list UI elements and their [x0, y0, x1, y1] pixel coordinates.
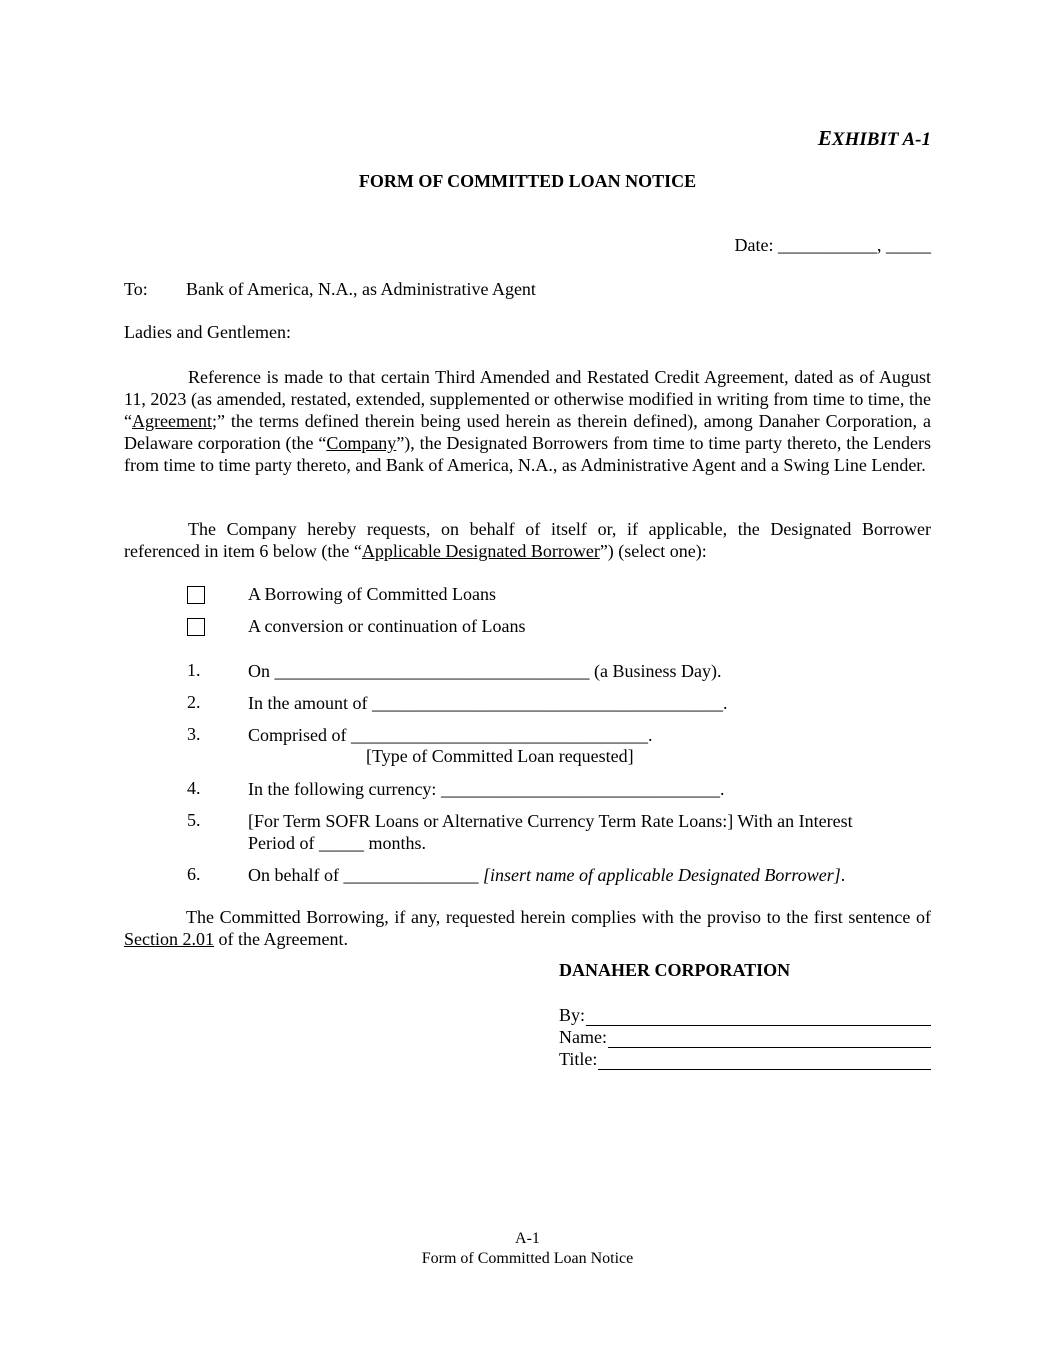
to-label: To: — [124, 279, 148, 299]
on-behalf-end: . — [840, 865, 846, 885]
p1-text-1: Reference is made to that certain Third Amended and Restated Credit Agreement, dated as of August 11, 2023 (as amended, restated, extended, supplemented or otherwise modified in writing from time to time, the “ — [124, 367, 931, 431]
item-number: 3. — [187, 724, 201, 744]
name-signature-line[interactable] — [608, 1030, 931, 1048]
defined-term-agreement: Agreement — [132, 411, 212, 431]
footer-label: Form of Committed Loan Notice — [421, 1250, 634, 1267]
item-number: 6. — [187, 864, 201, 884]
reference-paragraph — [124, 366, 931, 476]
addressee: Bank of America, N.A., as Administrative Agent — [186, 279, 536, 299]
signatory-company: DANAHER CORPORATION — [559, 960, 791, 980]
signature-by — [559, 1004, 931, 1026]
item-number: 4. — [187, 778, 201, 798]
name-label: Name: — [559, 1027, 607, 1047]
salutation: Ladies and Gentlemen: — [124, 322, 291, 342]
loan-type-caption: [Type of Committed Loan requested] — [366, 746, 634, 766]
item-number: 2. — [187, 692, 201, 712]
date-line: Date: ___________, _____ — [734, 235, 931, 255]
on-behalf-text: On behalf of _______________ — [248, 865, 483, 885]
by-label: By: — [559, 1005, 586, 1025]
signature-title — [559, 1048, 931, 1070]
exhibit-label — [818, 126, 931, 151]
request-paragraph — [124, 518, 931, 562]
item-on-behalf — [248, 864, 845, 886]
p1-text-3: ”), the Designated Borrowers from time to time party thereto, the Lenders from time to time party thereto, and Bank of America, N.A., as Administrative Agent and a Swing Line Lender. — [124, 433, 931, 475]
exhibit-initial: E — [817, 126, 832, 150]
item-amount: In the amount of _______________________________________. — [248, 693, 728, 713]
p3-text-2: of the Agreement. — [214, 929, 348, 949]
p2-text-2: ”) (select one): — [599, 541, 707, 561]
title-signature-line[interactable] — [598, 1052, 931, 1070]
signature-name — [559, 1026, 931, 1048]
title-label: Title: — [559, 1049, 598, 1069]
p2-text-1: The Company hereby requests, on behalf of itself or, if applicable, the Designated Borrower referenced in item 6 below (the “ — [124, 519, 931, 561]
p3-text-1: The Committed Borrowing, if any, requested herein complies with the proviso to the first sentence of — [186, 907, 931, 927]
defined-term-company: Company — [326, 433, 397, 453]
borrowing-checkbox[interactable] — [187, 586, 205, 604]
compliance-paragraph — [124, 906, 931, 950]
item-date: On ___________________________________ (a Business Day). — [248, 661, 722, 681]
document-title: FORM OF COMMITTED LOAN NOTICE — [358, 171, 697, 191]
item-number: 5. — [187, 810, 201, 830]
defined-term-designated-borrower: Applicable Designated Borrower — [361, 541, 600, 561]
exhibit-rest: XHIBIT A-1 — [831, 129, 931, 150]
borrowing-option-label: A Borrowing of Committed Loans — [248, 584, 496, 604]
by-signature-line[interactable] — [586, 1008, 931, 1026]
section-reference: Section 2.01 — [124, 929, 214, 949]
item-loan-type: Comprised of _________________________________. — [248, 725, 653, 745]
item-interest-period: [For Term SOFR Loans or Alternative Currency Term Rate Loans:] With an Interest Period of _____ months. — [248, 811, 853, 853]
conversion-checkbox[interactable] — [187, 618, 205, 636]
conversion-option-label: A conversion or continuation of Loans — [248, 616, 526, 636]
on-behalf-instruction: [insert name of applicable Designated Borrower] — [482, 865, 841, 885]
item-number: 1. — [187, 660, 201, 680]
p1-text-2: ;” the terms defined therein being used herein as therein defined), among Danaher Corporation, a Delaware corporation (the “ — [124, 411, 931, 453]
page-number: A-1 — [515, 1230, 540, 1247]
item-currency: In the following currency: _______________________________. — [248, 779, 725, 799]
